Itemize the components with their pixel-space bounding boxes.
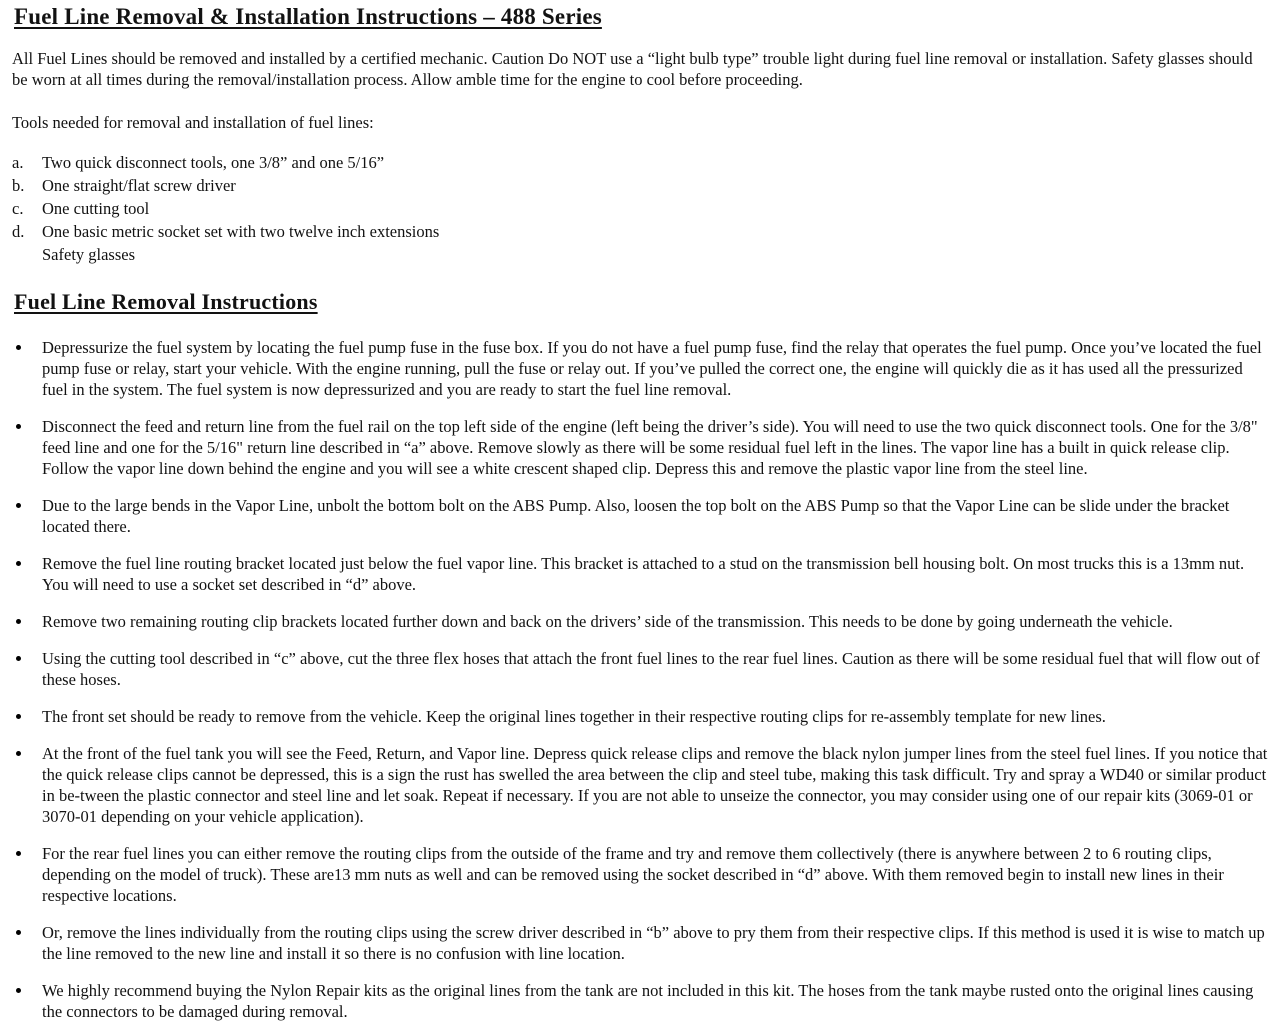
- bullet-icon: [16, 561, 21, 566]
- bullet-icon: [16, 930, 21, 935]
- step-text-8: At the front of the fuel tank you will see the Feed, Return, and Vapor line. Depress quick release clips and remove the black nylon jumper lines from the steel fuel lines. If you notice that the quick release clips cannot be depressed, this is a sign the rust has swelled the area between the clip and steel tube, making this task difficult. Try and spray a WD40 or similar product in be-tween the plastic connector and steel line and let soak. Repeat if necessary. If you are not able to unseize the connector, you may consider using one of our repair kits (3069-01 or 3070-01 depending on your vehicle application).: [42, 744, 1268, 826]
- removal-steps-list: [14, 337, 1268, 1022]
- tools-list: [12, 152, 1268, 265]
- tools-intro-paragraph: Tools needed for removal and installation of fuel lines:: [12, 113, 374, 132]
- step-text-9: For the rear fuel lines you can either remove the routing clips from the outside of the frame and try and remove them collectively (there is anywhere between 2 to 6 routing clips, depending on the model of truck). These are13 mm nuts as well and can be removed using the socket described in “d” above. With them removed begin to install new lines in their respective locations.: [42, 844, 1224, 905]
- tool-marker-c: c.: [12, 199, 24, 218]
- step-item-10: [14, 922, 1268, 964]
- step-text-3: Due to the large bends in the Vapor Line, unbolt the bottom bolt on the ABS Pump. Also, loosen the top bolt on the ABS Pump so that the Vapor Line can be slide under the bracket located there.: [42, 496, 1230, 536]
- tool-text-a: Two quick disconnect tools, one 3/8” and one 5/16”: [42, 153, 385, 172]
- step-item-2: [14, 416, 1268, 479]
- step-item-7: [14, 706, 1268, 727]
- bullet-icon: [16, 424, 21, 429]
- step-item-6: [14, 648, 1268, 690]
- step-text-5: Remove two remaining routing clip brackets located further down and back on the drivers’ side of the transmission. This needs to be done by going underneath the vehicle.: [42, 612, 1173, 631]
- step-item-11: [14, 980, 1268, 1022]
- step-item-8: [14, 743, 1268, 827]
- tool-text-b: One straight/flat screw driver: [42, 176, 236, 195]
- tool-item-safety-glasses: [12, 244, 1268, 265]
- tool-marker-d: d.: [12, 222, 25, 241]
- bullet-icon: [16, 503, 21, 508]
- tool-text-safety-glasses: Safety glasses: [42, 245, 136, 264]
- document-title: Fuel Line Removal & Installation Instructions – 488 Series: [14, 4, 602, 29]
- step-item-9: [14, 843, 1268, 906]
- bullet-icon: [16, 851, 21, 856]
- step-text-1: Depressurize the fuel system by locating the fuel pump fuse in the fuse box. If you do not have a fuel pump fuse, find the relay that operates the fuel pump. Once you’ve located the fuel pump fuse or relay, start your vehicle. With the engine running, pull the fuse or relay out. If you’ve pulled the correct one, the engine will quickly die as it has used all the pressurized fuel in the system. The fuel system is now depressurized and you are ready to start the fuel line removal.: [42, 338, 1262, 399]
- tool-item-c: [12, 198, 1268, 219]
- step-text-4: Remove the fuel line routing bracket located just below the fuel vapor line. This bracket is attached to a stud on the transmission bell housing bolt. On most trucks this is a 13mm nut. You will need to use a socket set described in “d” above.: [42, 554, 1245, 594]
- step-item-4: [14, 553, 1268, 595]
- step-text-6: Using the cutting tool described in “c” above, cut the three flex hoses that attach the front fuel lines to the rear fuel lines. Caution as there will be some residual fuel that will flow out of these hoses.: [42, 649, 1260, 689]
- step-item-5: [14, 611, 1268, 632]
- tool-item-d: [12, 221, 1268, 242]
- bullet-icon: [16, 619, 21, 624]
- bullet-icon: [16, 751, 21, 756]
- step-item-1: [14, 337, 1268, 400]
- tool-item-b: [12, 175, 1268, 196]
- tool-marker-blank: [12, 244, 42, 265]
- tool-text-c: One cutting tool: [42, 199, 150, 218]
- tool-text-d: One basic metric socket set with two twelve inch extensions: [42, 222, 440, 241]
- bullet-icon: [16, 656, 21, 661]
- step-text-11: We highly recommend buying the Nylon Repair kits as the original lines from the tank are not included in this kit. The hoses from the tank maybe rusted onto the original lines causing the connectors to be damaged during removal.: [42, 981, 1254, 1021]
- bullet-icon: [16, 345, 21, 350]
- tool-item-a: [12, 152, 1268, 173]
- step-text-10: Or, remove the lines individually from the routing clips using the screw driver described in “b” above to pry them from their respective clips. If this method is used it is wise to match up the line removed to the new line and install it so there is no confusion with line location.: [42, 923, 1265, 963]
- step-item-3: [14, 495, 1268, 537]
- step-text-2: Disconnect the feed and return line from the fuel rail on the top left side of the engine (left being the driver’s side). You will need to use the two quick disconnect tools. One for the 3/8" feed line and one for the 5/16" return line described in “a” above. Remove slowly as there will be some residual fuel left in the lines. The vapor line has a built in quick release clip. Follow the vapor line down behind the engine and you will see a white crescent shaped clip. Depress this and remove the plastic vapor line from the steel line.: [42, 417, 1258, 478]
- step-text-7: The front set should be ready to remove from the vehicle. Keep the original lines together in their respective routing clips for re-assembly template for new lines.: [42, 707, 1106, 726]
- section-heading-removal-instructions: Fuel Line Removal Instructions: [14, 289, 318, 314]
- tool-marker-b: b.: [12, 176, 25, 195]
- intro-paragraph: All Fuel Lines should be removed and installed by a certified mechanic. Caution Do NOT use a “light bulb type” trouble light during fuel line removal or installation. Safety glasses should be worn at all times during the removal/installation process. Allow amble time for the engine to cool before proceeding.: [12, 49, 1253, 89]
- bullet-icon: [16, 714, 21, 719]
- tool-marker-a: a.: [12, 153, 24, 172]
